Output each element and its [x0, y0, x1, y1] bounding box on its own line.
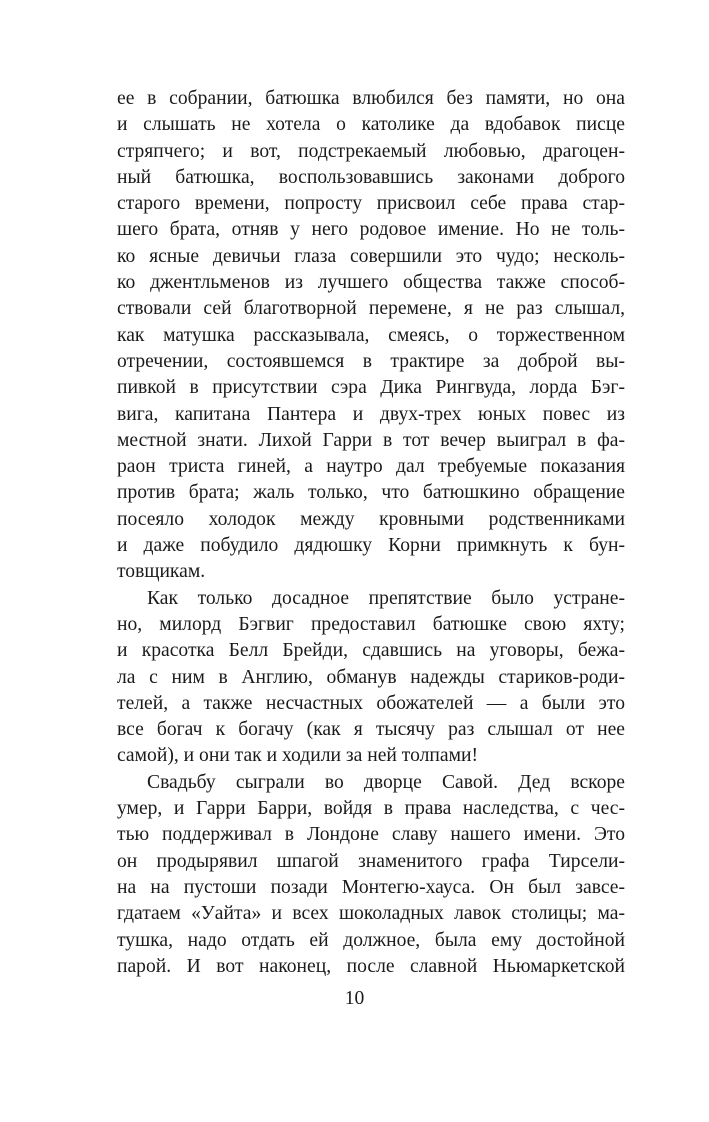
text-line: и красотка Белл Брейди, сдавшись на уговоры, бежа- — [117, 640, 625, 662]
text-line: и слышать не хотела о католике да вдобавок писце — [117, 114, 625, 136]
text-line: отречении, состоявшемся в трактире за доброй вы- — [117, 350, 625, 372]
text-line: самой), и они так и ходили за ней толпами! — [117, 745, 479, 767]
text-line: Свадьбу сыграли во дворце Савой. Дед вскоре — [147, 771, 625, 793]
text-line: против брата; жаль только, что батюшкино обращение — [117, 482, 625, 504]
text-line: парой. И вот наконец, после славной Ньюмаркетской — [117, 955, 625, 977]
text-line: ствовали сей благотворной перемене, я не раз слышал, — [117, 298, 625, 320]
text-line: телей, а также несчастных обожателей — а были это — [117, 692, 625, 714]
text-line: тью поддерживал в Лондоне славу нашего имени. Это — [117, 824, 625, 846]
text-line: старого времени, попросту присвоил себе права стар- — [117, 193, 625, 215]
text-line: ла с ним в Англию, обманув надежды стариков-роди- — [117, 666, 625, 688]
text-line: ный батюшка, воспользовавшись законами доброго — [117, 166, 625, 188]
body-text — [117, 86, 625, 980]
text-line: и даже побудило дядюшку Корни примкнуть к бун- — [117, 535, 625, 557]
text-line: товщикам. — [117, 561, 206, 583]
text-line: стряпчего; и вот, подстрекаемый любовью, драгоцен- — [117, 140, 625, 162]
text-line: тушка, надо отдать ей должное, была ему достойной — [117, 929, 625, 951]
text-line: вига, капитана Пантера и двух-трех юных повес из — [117, 403, 625, 425]
text-line: умер, и Гарри Барри, войдя в права наследства, с чес- — [117, 798, 625, 820]
text-line: ко джентльменов из лучшего общества также способ- — [117, 272, 625, 294]
text-line: пивкой в присутствии сэра Дика Рингвуда, лорда Бэг- — [117, 377, 625, 399]
text-line: Как только досадное препятствие было устране- — [147, 587, 625, 609]
text-line: он продырявил шпагой знаменитого графа Тирсели- — [117, 850, 625, 872]
text-line: шего брата, отняв у него родовое имение. Но не толь- — [117, 219, 625, 241]
text-line: ко ясные девичьи глаза совершили это чудо; несколь- — [117, 245, 625, 267]
text-line: посеяло холодок между кровными родственниками — [117, 508, 625, 530]
text-line: все богач к богачу (как я тысячу раз слышал от нее — [117, 719, 625, 741]
text-line: раон триста гиней, а наутро дал требуемые показания — [117, 456, 625, 478]
text-line: на на пустоши позади Монтегю-хауса. Он был завсе- — [117, 876, 625, 898]
text-line: но, милорд Бэгвиг предоставил батюшке свою яхту; — [117, 613, 625, 635]
text-line: ее в собрании, батюшка влюбился без памяти, но она — [117, 88, 625, 109]
page-number: 10 — [344, 988, 365, 1009]
text-line: местной знати. Лихой Гарри в тот вечер выиграл в фа- — [117, 429, 625, 451]
text-line: гдатаем «Уайта» и всех шоколадных лавок столицы; ма- — [117, 903, 625, 925]
text-line: как матушка рассказывала, смеясь, о торжественном — [117, 324, 625, 346]
